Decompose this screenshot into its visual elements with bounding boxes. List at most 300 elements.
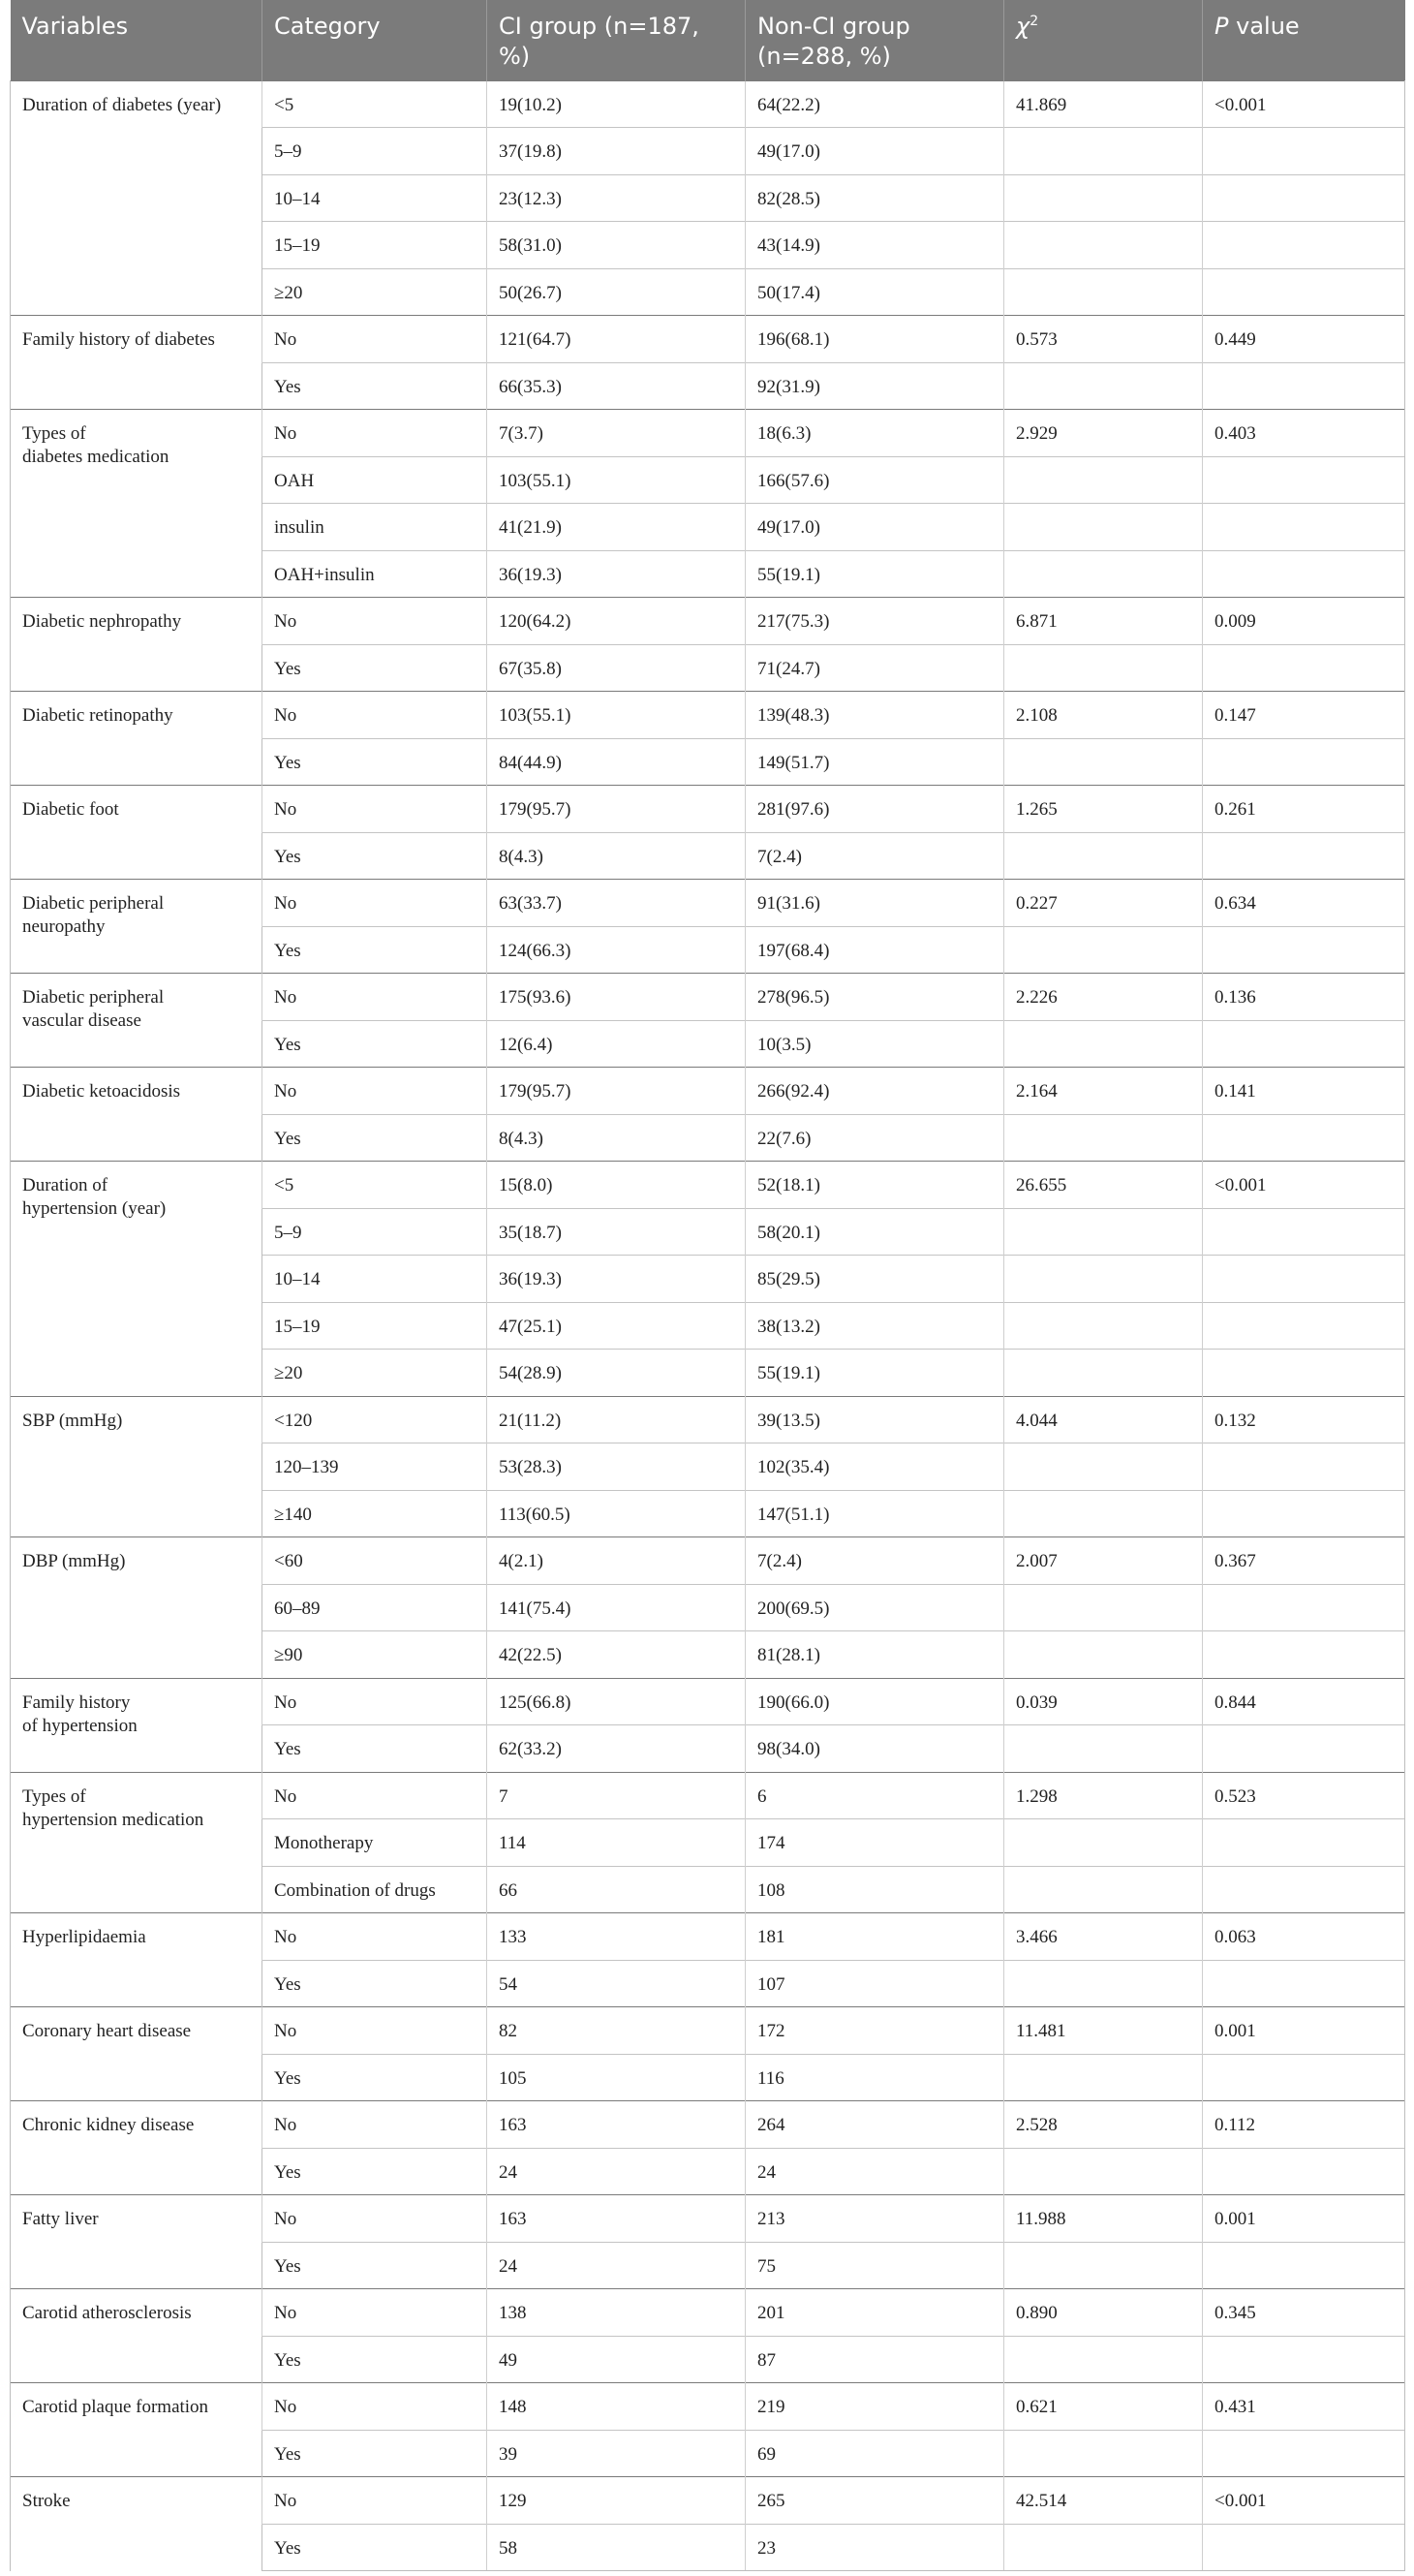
category-cell: OAH bbox=[262, 456, 487, 504]
chi-square-cell: 41.869 bbox=[1004, 80, 1203, 128]
non-ci-group-cell: 64(22.2) bbox=[746, 80, 1004, 128]
variable-cell bbox=[11, 1678, 262, 1772]
table-row bbox=[11, 880, 1405, 927]
p-value-cell bbox=[1203, 128, 1405, 175]
non-ci-group-cell: 200(69.5) bbox=[746, 1584, 1004, 1631]
p-value-cell: 0.112 bbox=[1203, 2101, 1405, 2149]
ci-group-cell: 42(22.5) bbox=[487, 1631, 746, 1679]
chi-square-cell bbox=[1004, 832, 1203, 880]
p-symbol: P bbox=[1214, 13, 1229, 40]
p-word: value bbox=[1228, 13, 1300, 40]
chi-square-cell bbox=[1004, 2242, 1203, 2289]
non-ci-group-cell: 58(20.1) bbox=[746, 1208, 1004, 1256]
non-ci-group-cell: 197(68.4) bbox=[746, 926, 1004, 974]
non-ci-group-cell: 217(75.3) bbox=[746, 598, 1004, 645]
category-cell: <60 bbox=[262, 1537, 487, 1585]
table-row bbox=[11, 1537, 1405, 1585]
non-ci-group-cell: 278(96.5) bbox=[746, 974, 1004, 1021]
ci-group-cell: 84(44.9) bbox=[487, 738, 746, 786]
table-header bbox=[11, 0, 1405, 80]
chi-square-cell bbox=[1004, 504, 1203, 551]
category-cell: Yes bbox=[262, 2524, 487, 2571]
chi-square-cell: 26.655 bbox=[1004, 1162, 1203, 1209]
variable-cell bbox=[11, 1162, 262, 1397]
ci-group-cell: 21(11.2) bbox=[487, 1396, 746, 1443]
chi-square-cell: 0.621 bbox=[1004, 2383, 1203, 2431]
non-ci-group-cell: 219 bbox=[746, 2383, 1004, 2431]
variable-line: Diabetic ketoacidosis bbox=[22, 1081, 181, 1102]
ci-group-cell: 114 bbox=[487, 1819, 746, 1867]
chi-square-cell: 1.298 bbox=[1004, 1772, 1203, 1819]
non-ci-group-cell: 116 bbox=[746, 2054, 1004, 2101]
variable-cell bbox=[11, 786, 262, 880]
chi-square-cell: 3.466 bbox=[1004, 1913, 1203, 1961]
chi-square-cell bbox=[1004, 926, 1203, 974]
p-value-cell bbox=[1203, 1208, 1405, 1256]
header-non-ci-group-line2: (n=288, %) bbox=[757, 43, 891, 70]
table-container bbox=[10, 0, 1404, 2571]
variable-cell bbox=[11, 1068, 262, 1162]
variable-line: Diabetic peripheral bbox=[22, 987, 165, 1008]
variable-line: Stroke bbox=[22, 2491, 71, 2511]
chi-square-cell bbox=[1004, 1490, 1203, 1537]
p-value-cell bbox=[1203, 1350, 1405, 1397]
chi-square-cell bbox=[1004, 2148, 1203, 2195]
category-cell: 5–9 bbox=[262, 128, 487, 175]
non-ci-group-cell: 10(3.5) bbox=[746, 1020, 1004, 1068]
category-cell: No bbox=[262, 1913, 487, 1961]
p-value-cell bbox=[1203, 504, 1405, 551]
ci-group-cell: 103(55.1) bbox=[487, 456, 746, 504]
non-ci-group-cell: 281(97.6) bbox=[746, 786, 1004, 833]
p-value-cell bbox=[1203, 1631, 1405, 1679]
p-value-cell: 0.063 bbox=[1203, 1913, 1405, 1961]
category-cell: Yes bbox=[262, 832, 487, 880]
p-value-cell: <0.001 bbox=[1203, 1162, 1405, 1209]
chi-square-cell bbox=[1004, 2430, 1203, 2477]
non-ci-group-cell: 52(18.1) bbox=[746, 1162, 1004, 1209]
chi-square-cell: 2.528 bbox=[1004, 2101, 1203, 2149]
table-row bbox=[11, 692, 1405, 739]
variable-line: neuropathy bbox=[22, 916, 106, 937]
category-cell: 5–9 bbox=[262, 1208, 487, 1256]
ci-group-cell: 148 bbox=[487, 2383, 746, 2431]
non-ci-group-cell: 55(19.1) bbox=[746, 1350, 1004, 1397]
variable-line: Diabetic retinopathy bbox=[22, 705, 173, 726]
ci-group-cell: 19(10.2) bbox=[487, 80, 746, 128]
non-ci-group-cell: 92(31.9) bbox=[746, 362, 1004, 410]
non-ci-group-cell: 149(51.7) bbox=[746, 738, 1004, 786]
p-value-cell: 0.141 bbox=[1203, 1068, 1405, 1115]
category-cell: Yes bbox=[262, 2054, 487, 2101]
p-value-cell: 0.367 bbox=[1203, 1537, 1405, 1585]
category-cell: Yes bbox=[262, 1020, 487, 1068]
variable-cell bbox=[11, 316, 262, 410]
p-value-cell: 0.261 bbox=[1203, 786, 1405, 833]
category-cell: No bbox=[262, 2289, 487, 2337]
non-ci-group-cell: 91(31.6) bbox=[746, 880, 1004, 927]
category-cell: No bbox=[262, 1772, 487, 1819]
chi-square-cell: 42.514 bbox=[1004, 2477, 1203, 2525]
non-ci-group-cell: 213 bbox=[746, 2195, 1004, 2243]
variable-cell bbox=[11, 974, 262, 1068]
ci-group-cell: 66 bbox=[487, 1866, 746, 1913]
chi-square-cell bbox=[1004, 1114, 1203, 1162]
p-value-cell bbox=[1203, 456, 1405, 504]
category-cell: Monotherapy bbox=[262, 1819, 487, 1867]
variable-cell bbox=[11, 410, 262, 598]
header-ci-group: CI group (n=187, %) bbox=[487, 0, 746, 80]
non-ci-group-cell: 265 bbox=[746, 2477, 1004, 2525]
header-category: Category bbox=[262, 0, 487, 80]
ci-group-cell: 15(8.0) bbox=[487, 1162, 746, 1209]
header-non-ci-group-line1: Non-CI group bbox=[757, 13, 910, 40]
table-row bbox=[11, 2195, 1405, 2243]
variable-line: Hyperlipidaemia bbox=[22, 1927, 146, 1947]
category-cell: ≥20 bbox=[262, 1350, 487, 1397]
non-ci-group-cell: 7(2.4) bbox=[746, 1537, 1004, 1585]
ci-group-cell: 179(95.7) bbox=[487, 1068, 746, 1115]
p-value-cell bbox=[1203, 1584, 1405, 1631]
variable-cell bbox=[11, 598, 262, 692]
table-row bbox=[11, 974, 1405, 1021]
category-cell: No bbox=[262, 2383, 487, 2431]
p-value-cell bbox=[1203, 2430, 1405, 2477]
category-cell: No bbox=[262, 2195, 487, 2243]
category-cell: <5 bbox=[262, 80, 487, 128]
variable-line: hypertension medication bbox=[22, 1809, 204, 1830]
variable-line: Fatty liver bbox=[22, 2209, 99, 2229]
ci-group-cell: 41(21.9) bbox=[487, 504, 746, 551]
category-cell: Yes bbox=[262, 926, 487, 974]
variable-cell bbox=[11, 80, 262, 316]
ci-group-cell: 62(33.2) bbox=[487, 1725, 746, 1773]
category-cell: ≥140 bbox=[262, 1490, 487, 1537]
ci-group-cell: 36(19.3) bbox=[487, 1256, 746, 1303]
category-cell: Yes bbox=[262, 2242, 487, 2289]
variable-cell bbox=[11, 1537, 262, 1679]
chi-square-cell bbox=[1004, 1725, 1203, 1773]
category-cell: OAH+insulin bbox=[262, 550, 487, 598]
variable-cell bbox=[11, 2007, 262, 2101]
category-cell: Yes bbox=[262, 738, 487, 786]
ci-group-cell: 175(93.6) bbox=[487, 974, 746, 1021]
non-ci-group-cell: 108 bbox=[746, 1866, 1004, 1913]
ci-group-cell: 67(35.8) bbox=[487, 644, 746, 692]
p-value-cell bbox=[1203, 2242, 1405, 2289]
ci-group-cell: 138 bbox=[487, 2289, 746, 2337]
ci-group-cell: 8(4.3) bbox=[487, 832, 746, 880]
variable-cell bbox=[11, 2383, 262, 2477]
p-value-cell: 0.449 bbox=[1203, 316, 1405, 363]
chi-square-cell: 2.226 bbox=[1004, 974, 1203, 1021]
non-ci-group-cell: 174 bbox=[746, 1819, 1004, 1867]
chi-square-cell bbox=[1004, 456, 1203, 504]
table-row bbox=[11, 2477, 1405, 2525]
chi-square-cell bbox=[1004, 2054, 1203, 2101]
chi-square-cell bbox=[1004, 1208, 1203, 1256]
p-value-cell bbox=[1203, 1819, 1405, 1867]
p-value-cell bbox=[1203, 2054, 1405, 2101]
p-value-cell: 0.136 bbox=[1203, 974, 1405, 1021]
non-ci-group-cell: 98(34.0) bbox=[746, 1725, 1004, 1773]
variable-line: of hypertension bbox=[22, 1715, 138, 1736]
non-ci-group-cell: 107 bbox=[746, 1960, 1004, 2007]
chi-square-cell bbox=[1004, 1960, 1203, 2007]
non-ci-group-cell: 196(68.1) bbox=[746, 316, 1004, 363]
p-value-cell bbox=[1203, 362, 1405, 410]
chi-square-cell bbox=[1004, 1631, 1203, 1679]
variable-line: Diabetic foot bbox=[22, 799, 119, 820]
p-value-cell bbox=[1203, 1443, 1405, 1491]
p-value-cell bbox=[1203, 1725, 1405, 1773]
chi-square-cell: 2.164 bbox=[1004, 1068, 1203, 1115]
category-cell: Yes bbox=[262, 2336, 487, 2383]
table-row bbox=[11, 2007, 1405, 2055]
variable-cell bbox=[11, 2101, 262, 2195]
non-ci-group-cell: 82(28.5) bbox=[746, 174, 1004, 222]
ci-group-cell: 54(28.9) bbox=[487, 1350, 746, 1397]
chi-square-cell bbox=[1004, 1302, 1203, 1350]
variable-line: hypertension (year) bbox=[22, 1198, 167, 1219]
variable-line: Types of bbox=[22, 1785, 86, 1807]
non-ci-group-cell: 139(48.3) bbox=[746, 692, 1004, 739]
variable-cell bbox=[11, 2289, 262, 2383]
variable-line: Diabetic peripheral bbox=[22, 893, 165, 914]
chi-square-cell bbox=[1004, 362, 1203, 410]
non-ci-group-cell: 6 bbox=[746, 1772, 1004, 1819]
variable-line: Diabetic nephropathy bbox=[22, 611, 182, 632]
variable-line: Carotid plaque formation bbox=[22, 2397, 209, 2417]
non-ci-group-cell: 18(6.3) bbox=[746, 410, 1004, 457]
p-value-cell bbox=[1203, 926, 1405, 974]
ci-group-cell: 47(25.1) bbox=[487, 1302, 746, 1350]
chi-square-cell bbox=[1004, 268, 1203, 316]
p-value-cell bbox=[1203, 832, 1405, 880]
non-ci-group-cell: 166(57.6) bbox=[746, 456, 1004, 504]
ci-group-cell: 120(64.2) bbox=[487, 598, 746, 645]
category-cell: No bbox=[262, 1678, 487, 1725]
variable-cell bbox=[11, 1396, 262, 1537]
p-value-cell: 0.844 bbox=[1203, 1678, 1405, 1725]
category-cell: Yes bbox=[262, 1960, 487, 2007]
chi-square-cell bbox=[1004, 1443, 1203, 1491]
table-row bbox=[11, 1068, 1405, 1115]
chi-square-cell: 2.929 bbox=[1004, 410, 1203, 457]
non-ci-group-cell: 147(51.1) bbox=[746, 1490, 1004, 1537]
category-cell: No bbox=[262, 1068, 487, 1115]
table-row bbox=[11, 316, 1405, 363]
header-row bbox=[11, 0, 1405, 80]
chi-superscript: 2 bbox=[1030, 14, 1039, 29]
category-cell: 60–89 bbox=[262, 1584, 487, 1631]
table-row bbox=[11, 80, 1405, 128]
ci-group-cell: 53(28.3) bbox=[487, 1443, 746, 1491]
variable-cell bbox=[11, 1772, 262, 1913]
category-cell: Yes bbox=[262, 1114, 487, 1162]
data-table bbox=[10, 0, 1405, 2571]
p-value-cell: 0.132 bbox=[1203, 1396, 1405, 1443]
p-value-cell: 0.001 bbox=[1203, 2195, 1405, 2243]
chi-square-cell bbox=[1004, 128, 1203, 175]
p-value-cell bbox=[1203, 2148, 1405, 2195]
table-row bbox=[11, 598, 1405, 645]
chi-square-cell: 0.890 bbox=[1004, 2289, 1203, 2337]
chi-symbol: χ bbox=[1016, 13, 1030, 40]
ci-group-cell: 4(2.1) bbox=[487, 1537, 746, 1585]
table-body bbox=[11, 80, 1405, 2571]
p-value-cell bbox=[1203, 738, 1405, 786]
table-row bbox=[11, 1678, 1405, 1725]
category-cell: ≥20 bbox=[262, 268, 487, 316]
ci-group-cell: 37(19.8) bbox=[487, 128, 746, 175]
non-ci-group-cell: 85(29.5) bbox=[746, 1256, 1004, 1303]
p-value-cell bbox=[1203, 268, 1405, 316]
ci-group-cell: 125(66.8) bbox=[487, 1678, 746, 1725]
variable-line: Duration of bbox=[22, 1175, 108, 1195]
ci-group-cell: 36(19.3) bbox=[487, 550, 746, 598]
non-ci-group-cell: 38(13.2) bbox=[746, 1302, 1004, 1350]
header-chi-square bbox=[1004, 0, 1203, 80]
non-ci-group-cell: 264 bbox=[746, 2101, 1004, 2149]
non-ci-group-cell: 49(17.0) bbox=[746, 128, 1004, 175]
p-value-cell bbox=[1203, 2336, 1405, 2383]
ci-group-cell: 24 bbox=[487, 2148, 746, 2195]
ci-group-cell: 163 bbox=[487, 2195, 746, 2243]
variable-line: DBP (mmHg) bbox=[22, 1551, 126, 1571]
non-ci-group-cell: 39(13.5) bbox=[746, 1396, 1004, 1443]
ci-group-cell: 124(66.3) bbox=[487, 926, 746, 974]
non-ci-group-cell: 81(28.1) bbox=[746, 1631, 1004, 1679]
category-cell: Yes bbox=[262, 1725, 487, 1773]
p-value-cell bbox=[1203, 1256, 1405, 1303]
variable-line: Family history of diabetes bbox=[22, 329, 215, 350]
non-ci-group-cell: 22(7.6) bbox=[746, 1114, 1004, 1162]
variable-cell bbox=[11, 1913, 262, 2007]
variable-line: vascular disease bbox=[22, 1010, 141, 1031]
p-value-cell bbox=[1203, 222, 1405, 269]
category-cell: ≥90 bbox=[262, 1631, 487, 1679]
chi-square-cell: 6.871 bbox=[1004, 598, 1203, 645]
table-row bbox=[11, 2383, 1405, 2431]
p-value-cell bbox=[1203, 2524, 1405, 2571]
chi-square-cell: 0.227 bbox=[1004, 880, 1203, 927]
chi-square-cell: 11.988 bbox=[1004, 2195, 1203, 2243]
category-cell: 15–19 bbox=[262, 1302, 487, 1350]
table-row bbox=[11, 2101, 1405, 2149]
p-value-cell bbox=[1203, 1114, 1405, 1162]
variable-line: Family history bbox=[22, 1691, 131, 1713]
variable-cell bbox=[11, 692, 262, 786]
non-ci-group-cell: 190(66.0) bbox=[746, 1678, 1004, 1725]
ci-group-cell: 8(4.3) bbox=[487, 1114, 746, 1162]
variable-line: diabetes medication bbox=[22, 447, 169, 467]
category-cell: No bbox=[262, 2101, 487, 2149]
table-row bbox=[11, 1396, 1405, 1443]
chi-square-cell bbox=[1004, 1020, 1203, 1068]
category-cell: No bbox=[262, 410, 487, 457]
category-cell: Yes bbox=[262, 2430, 487, 2477]
category-cell: 15–19 bbox=[262, 222, 487, 269]
non-ci-group-cell: 49(17.0) bbox=[746, 504, 1004, 551]
category-cell: No bbox=[262, 316, 487, 363]
non-ci-group-cell: 87 bbox=[746, 2336, 1004, 2383]
chi-square-cell bbox=[1004, 1819, 1203, 1867]
ci-group-cell: 54 bbox=[487, 1960, 746, 2007]
ci-group-cell: 129 bbox=[487, 2477, 746, 2525]
p-value-cell bbox=[1203, 174, 1405, 222]
ci-group-cell: 133 bbox=[487, 1913, 746, 1961]
chi-square-cell bbox=[1004, 644, 1203, 692]
non-ci-group-cell: 7(2.4) bbox=[746, 832, 1004, 880]
category-cell: No bbox=[262, 880, 487, 927]
table-row bbox=[11, 410, 1405, 457]
category-cell: 10–14 bbox=[262, 174, 487, 222]
chi-square-cell: 4.044 bbox=[1004, 1396, 1203, 1443]
non-ci-group-cell: 266(92.4) bbox=[746, 1068, 1004, 1115]
category-cell: 10–14 bbox=[262, 1256, 487, 1303]
non-ci-group-cell: 172 bbox=[746, 2007, 1004, 2055]
variable-line: Coronary heart disease bbox=[22, 2021, 192, 2041]
table-row bbox=[11, 1913, 1405, 1961]
ci-group-cell: 82 bbox=[487, 2007, 746, 2055]
chi-square-cell: 2.007 bbox=[1004, 1537, 1203, 1585]
p-value-cell bbox=[1203, 1866, 1405, 1913]
p-value-cell: 0.345 bbox=[1203, 2289, 1405, 2337]
non-ci-group-cell: 50(17.4) bbox=[746, 268, 1004, 316]
non-ci-group-cell: 181 bbox=[746, 1913, 1004, 1961]
chi-square-cell bbox=[1004, 738, 1203, 786]
chi-square-cell bbox=[1004, 2336, 1203, 2383]
ci-group-cell: 24 bbox=[487, 2242, 746, 2289]
table-row bbox=[11, 2289, 1405, 2337]
non-ci-group-cell: 71(24.7) bbox=[746, 644, 1004, 692]
header-variables: Variables bbox=[11, 0, 262, 80]
chi-square-cell bbox=[1004, 174, 1203, 222]
ci-group-cell: 105 bbox=[487, 2054, 746, 2101]
header-non-ci-group bbox=[746, 0, 1004, 80]
variable-line: Carotid atherosclerosis bbox=[22, 2303, 192, 2323]
p-value-cell: 0.634 bbox=[1203, 880, 1405, 927]
non-ci-group-cell: 55(19.1) bbox=[746, 550, 1004, 598]
chi-square-cell bbox=[1004, 1256, 1203, 1303]
ci-group-cell: 66(35.3) bbox=[487, 362, 746, 410]
category-cell: No bbox=[262, 786, 487, 833]
category-cell: No bbox=[262, 974, 487, 1021]
ci-group-cell: 63(33.7) bbox=[487, 880, 746, 927]
ci-group-cell: 7 bbox=[487, 1772, 746, 1819]
p-value-cell: 0.523 bbox=[1203, 1772, 1405, 1819]
ci-group-cell: 35(18.7) bbox=[487, 1208, 746, 1256]
non-ci-group-cell: 24 bbox=[746, 2148, 1004, 2195]
category-cell: No bbox=[262, 2007, 487, 2055]
variable-cell bbox=[11, 880, 262, 974]
category-cell: <5 bbox=[262, 1162, 487, 1209]
non-ci-group-cell: 43(14.9) bbox=[746, 222, 1004, 269]
category-cell: No bbox=[262, 2477, 487, 2525]
ci-group-cell: 121(64.7) bbox=[487, 316, 746, 363]
category-cell: 120–139 bbox=[262, 1443, 487, 1491]
p-value-cell: 0.009 bbox=[1203, 598, 1405, 645]
ci-group-cell: 113(60.5) bbox=[487, 1490, 746, 1537]
ci-group-cell: 103(55.1) bbox=[487, 692, 746, 739]
chi-square-cell: 1.265 bbox=[1004, 786, 1203, 833]
category-cell: Yes bbox=[262, 362, 487, 410]
category-cell: No bbox=[262, 692, 487, 739]
variable-cell bbox=[11, 2195, 262, 2289]
table-row bbox=[11, 1162, 1405, 1209]
ci-group-cell: 39 bbox=[487, 2430, 746, 2477]
